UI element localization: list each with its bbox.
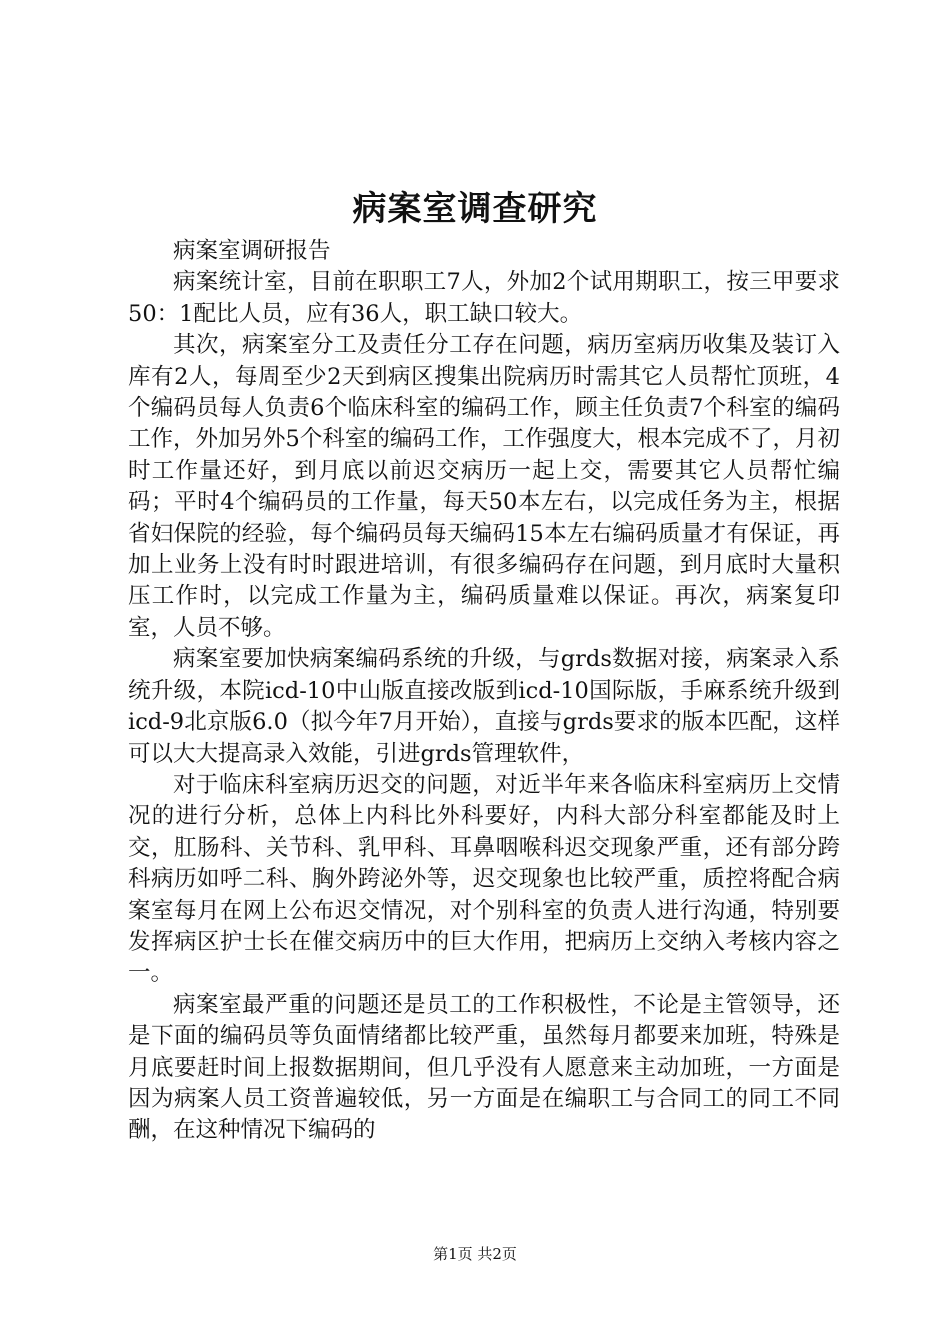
paragraph: 其次，病案室分工及责任分工存在问题，病历室病历收集及装订入库有2人，每周至少2天到病区搜集出院病历时需其它人员帮忙顶班，4个编码员每人负责6个临床科室的编码工作，顾主任负责7个科室的编码工作，外加另外5个科室的编码工作，工作强度大，根本完成不了，月初时工作量还好，到月底以前迟交病历一起上交，需要其它人员帮忙编码；平时4个编码员的工作量，每天50本左右，以完成任务为主，根据省妇保院的经验，每个编码员每天编码15本左右编码质量才有保证，再加上业务上没有时时跟进培训，有很多编码存在问题，到月底时大量积压工作时，以完成工作量为主，编码质量难以保证。再次，病案复印室，人员不够。 bbox=[128, 332, 840, 641]
paragraph: 病案室要加快病案编码系统的升级，与grds数据对接，病案录入系统升级，本院icd-10中山版直接改版到icd-10国际版，手麻系统升级到icd-9北京版6.0（拟今年7月开始），直接与grds要求的版本匹配，这样可以大大提高录入效能，引进grds管理软件， bbox=[128, 646, 840, 767]
page-footer: 第1页 共2页 bbox=[433, 1245, 517, 1263]
document-title: 病案室调查研究 bbox=[352, 189, 598, 229]
document-body bbox=[128, 236, 840, 1147]
paragraph: 病案统计室，目前在职职工7人，外加2个试用期职工，按三甲要求50：1配比人员，应有36人，职工缺口较大。 bbox=[128, 269, 840, 327]
paragraph-subtitle: 病案室调研报告 bbox=[173, 238, 331, 264]
paragraph: 病案室最严重的问题还是员工的工作积极性，不论是主管领导，还是下面的编码员等负面情绪都比较严重，虽然每月都要来加班，特殊是月底要赶时间上报数据期间，但几乎没有人愿意来主动加班，一方面是因为病案人员工资普遍较低，另一方面是在编职工与合同工的同工不同酬，在这种情况下编码的 bbox=[128, 991, 840, 1144]
paragraph: 对于临床科室病历迟交的问题，对近半年来各临床科室病历上交情况的进行分析，总体上内科比外科要好，内科大部分科室都能及时上交，肛肠科、关节科、乳甲科、耳鼻咽喉科迟交现象严重，还有部分跨科病历如呼二科、胸外跨泌外等，迟交现象也比较严重，质控将配合病案室每月在网上公布迟交情况，对个别科室的负责人进行沟通，特别要发挥病区护士长在催交病历中的巨大作用，把病历上交纳入考核内容之一。 bbox=[128, 771, 840, 987]
